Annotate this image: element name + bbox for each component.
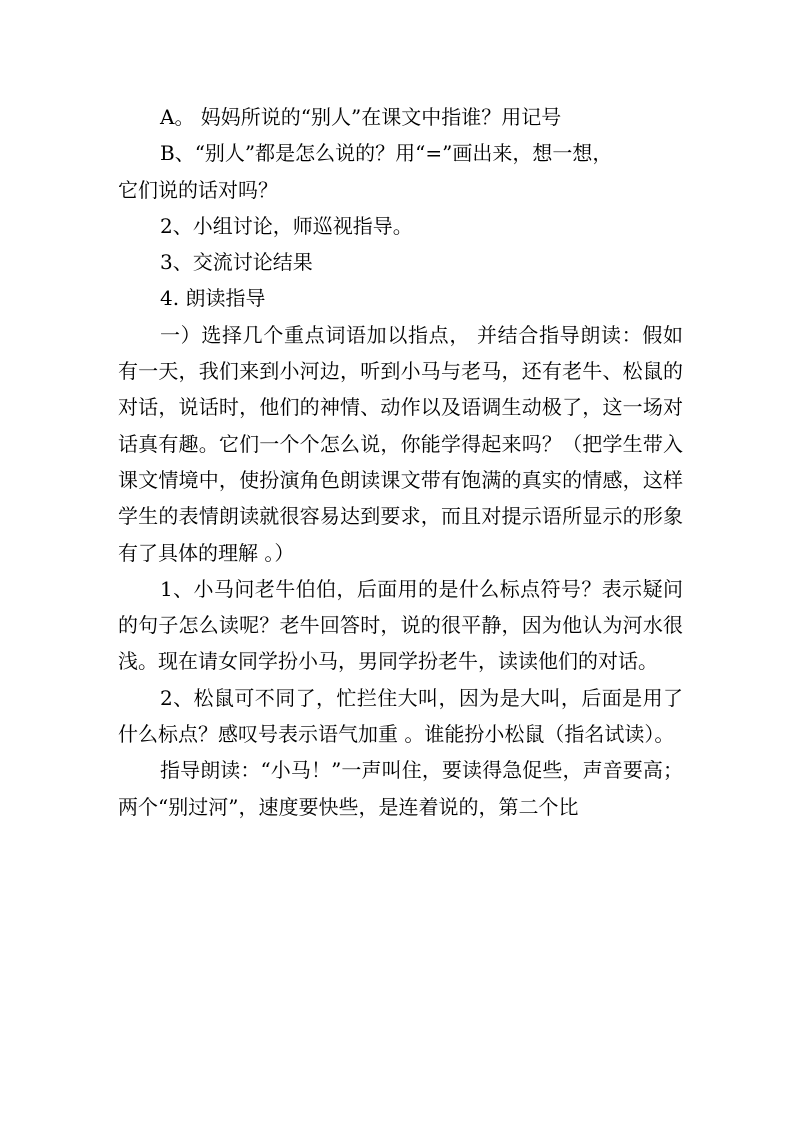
paragraph-step-3: 3、交流讨论结果 [160,250,313,275]
paragraph-reading-guidance: 指导朗读：“小马！”一声叫住，要读得急促些，声音要高；两个“别过河”，速度要快些，是连着说的，第二个比 [118,758,683,819]
paragraph-squirrel: 2、松鼠可不同了，忙拦住大叫，因为是大叫，后面是用了什么标点？感叹号表示语气加重 。谁能扮小松鼠（指名试读）。 [118,685,683,747]
paragraph-step-2: 2、小组讨论，师巡视指导。 [160,213,413,238]
paragraph-b: B、“别人”都是怎么说的？用“=”画出来，想一想， [160,141,613,166]
paragraph-step-4: 4. 朗读指导 [160,286,266,311]
paragraph-part-one: 一）选择几个重点词语加以指点， 并结合指导朗读：假如有一天，我们来到小河边，听到小马与老马，还有老牛、松鼠的对话，说话时，他们的神情、动作以及语调生动极了，这一场对话真有趣。它们一个个怎么说，你能学得起来吗？（把学生带入课文情境中，使扮演角色朗读课文带有饱满的真实的情感，这样学生的表情朗读就很容易达到要求，而且对提示语所显示的形象有了具体的理解 。） [118,322,683,565]
paragraph-pony-and-ox: 1、小马问老牛伯伯，后面用的是什么标点符号？表示疑问的句子怎么读呢？老牛回答时，说的很平静，因为他认为河水很浅。现在请女同学扮小马，男同学扮老牛，读读他们的对话。 [118,576,683,674]
document-body [118,99,683,825]
paragraph-b-continued: 它们说的话对吗？ [118,177,278,202]
paragraph-a: A。 妈妈所说的“别人”在课文中指谁？用记号 [160,105,562,129]
